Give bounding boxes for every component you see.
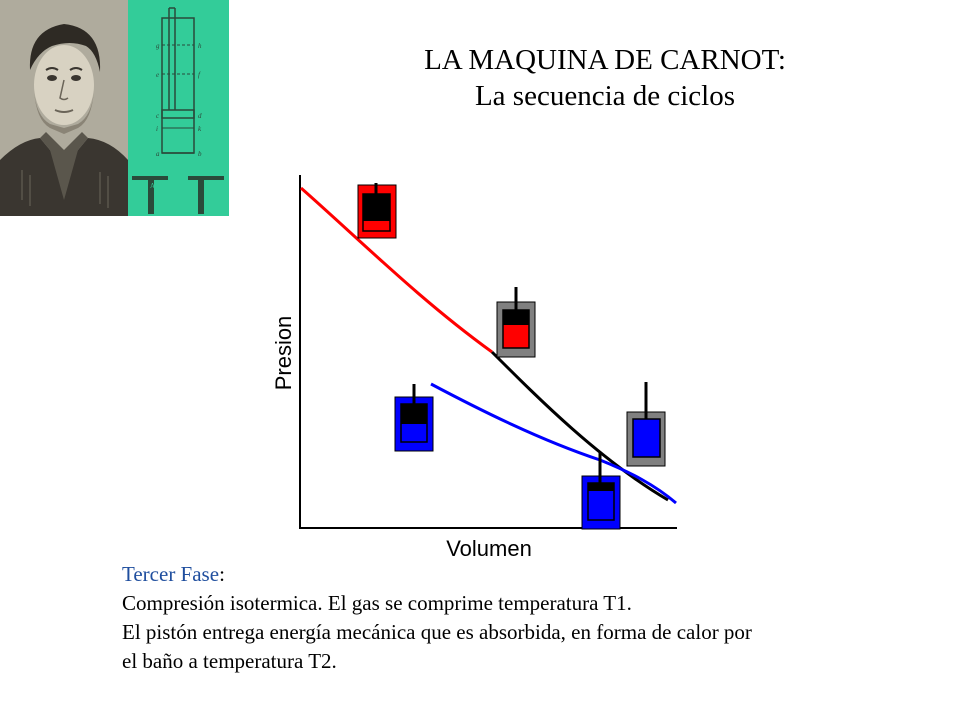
y-axis-label: Presion (271, 315, 296, 391)
cylinder-sketch (128, 0, 229, 216)
title-line-1: LA MAQUINA DE CARNOT: (424, 44, 786, 76)
label-c: c (156, 112, 160, 120)
title-line-2: La secuencia de ciclos (474, 80, 736, 112)
label-A: A (150, 182, 156, 190)
label-k: k (198, 125, 202, 133)
phase-heading (122, 560, 922, 589)
phase-colon: : (219, 562, 225, 586)
description-line-3: el baño a temperatura T2. (122, 649, 337, 673)
label-f: f (198, 71, 200, 79)
label-a: a (156, 150, 160, 158)
label-b: b (198, 150, 202, 158)
description-line-2: El pistón entrega energía mecánica que es absorbida, en forma de calor por (122, 620, 752, 644)
cylinder-blue-on-cold-bath (395, 384, 433, 451)
carnot-portrait (0, 0, 128, 216)
cylinder-blue-insulated (627, 382, 665, 466)
label-g: g (156, 42, 160, 50)
cylinder-red-insulated (497, 287, 535, 357)
slide-title (330, 42, 880, 114)
pv-diagram (260, 170, 690, 570)
label-B: B (204, 182, 209, 190)
description-line-1: Compresión isotermica. El gas se comprime temperatura T1. (122, 591, 632, 615)
sketch-background (128, 0, 229, 216)
label-e: e (156, 71, 160, 79)
phase-description (122, 560, 922, 676)
label-d: d (198, 112, 202, 120)
label-i: i (156, 125, 158, 133)
cylinder-red-on-hot-bath (358, 183, 396, 238)
x-axis-label: Volumen (446, 536, 532, 561)
phase-label: Tercer Fase (122, 562, 220, 586)
label-h: h (198, 42, 202, 50)
